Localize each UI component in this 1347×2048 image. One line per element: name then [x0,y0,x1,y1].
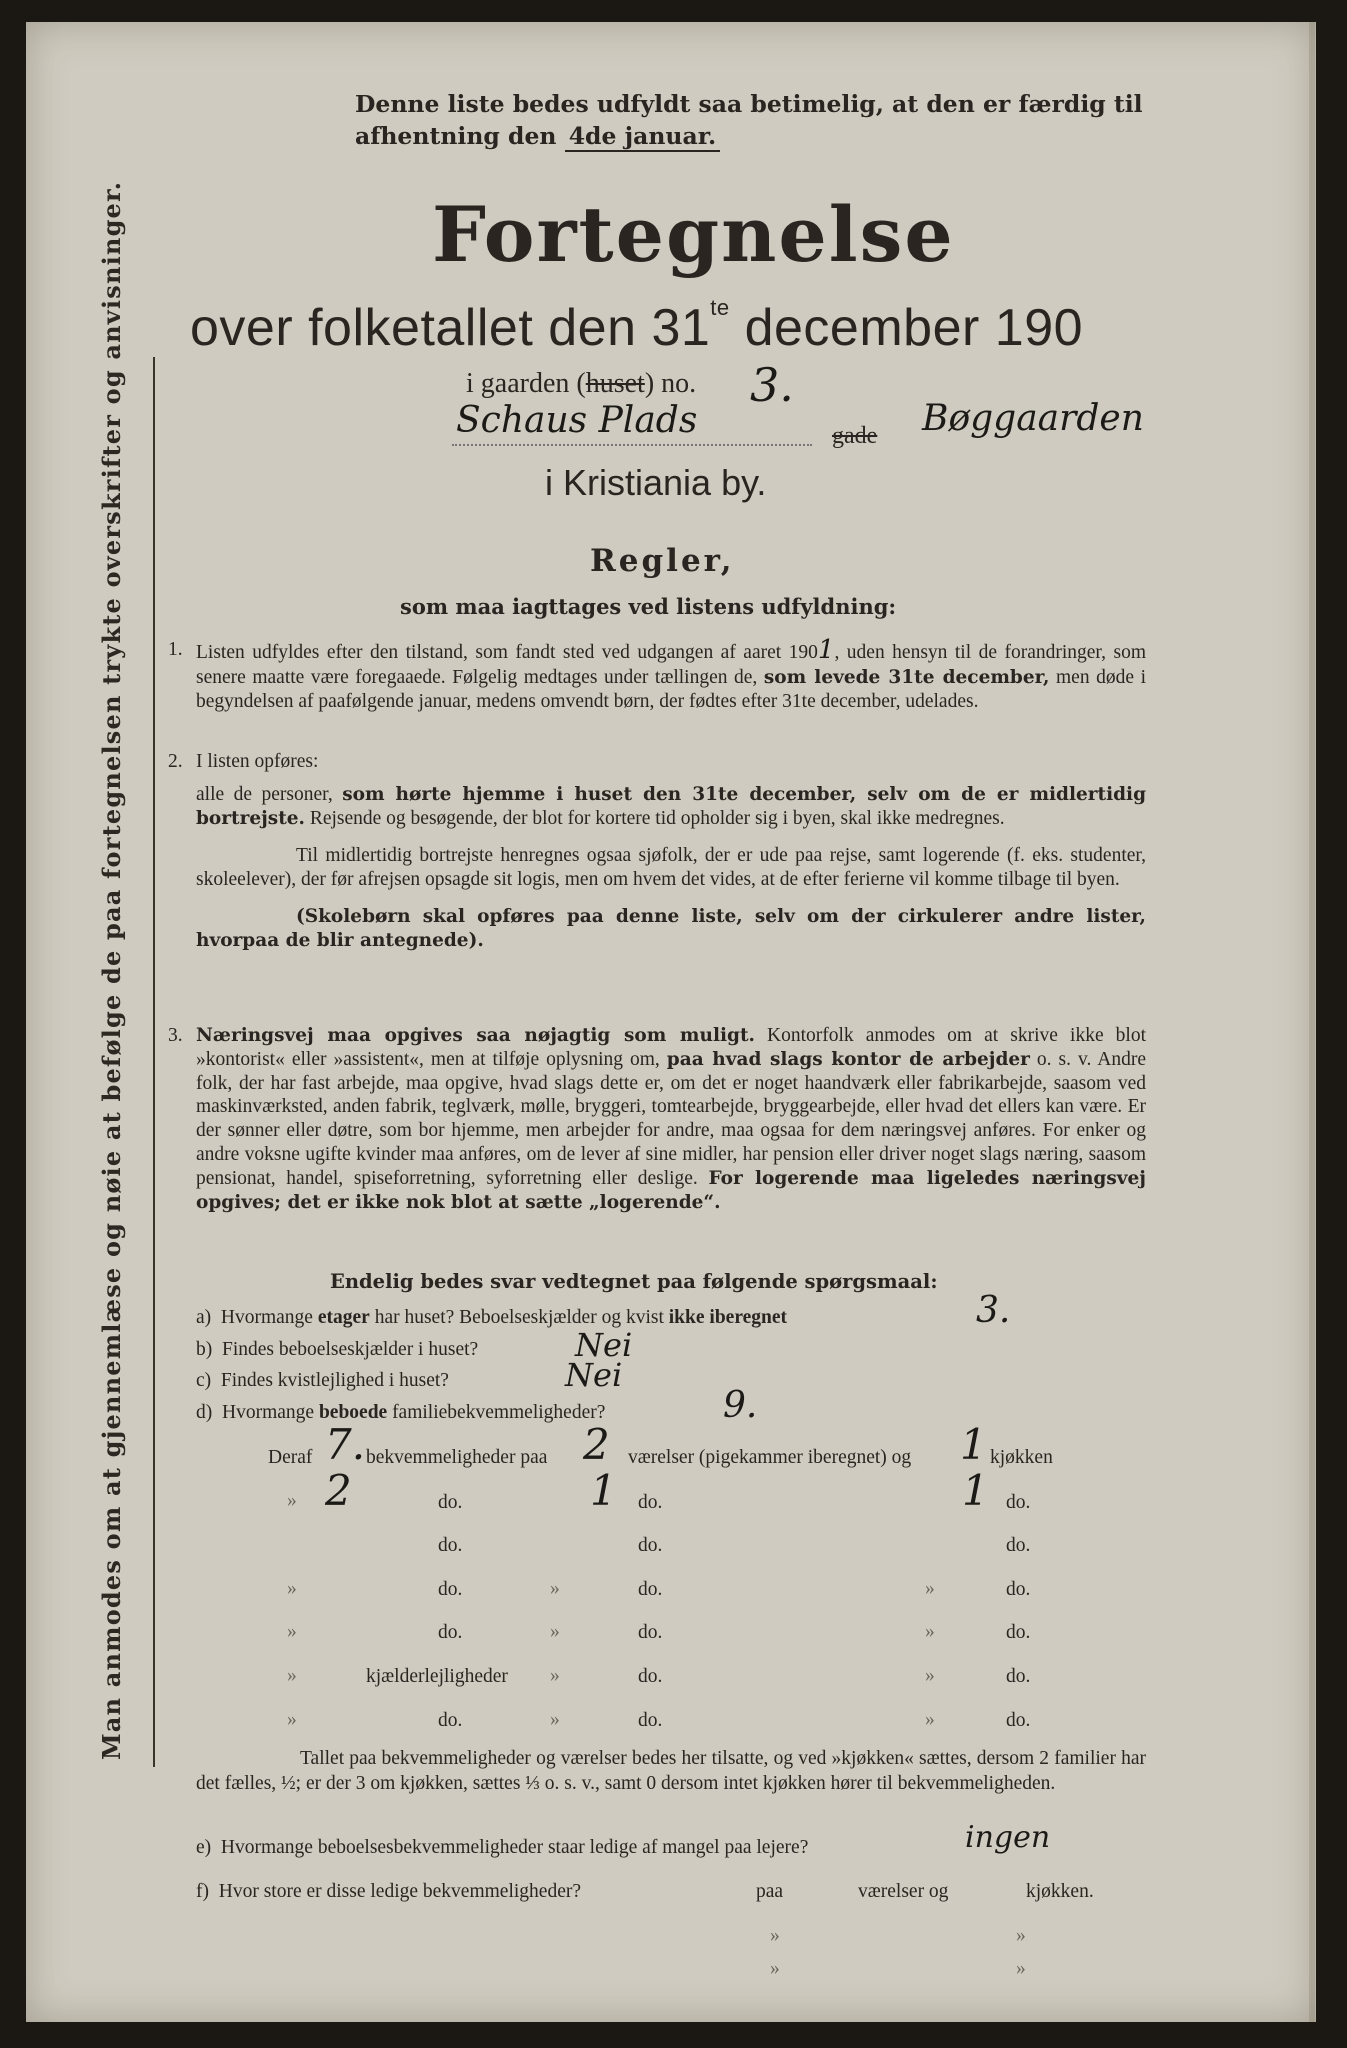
rule-1 [168,635,1146,715]
gaard-line [466,368,696,400]
notice-line1: Denne liste bedes udfyldt saa betimelig, at den er færdig til [355,90,1143,118]
question-a-mid: har huset? Beboelseskjælder og kvist [374,1307,664,1328]
rule-2-para1 [196,783,1146,832]
grid-row2-vaerelser: 1 [590,1466,617,1515]
grid-row7-mark1: » [287,1709,297,1730]
question-b [196,1339,478,1361]
grid-row5-mark2: » [550,1621,560,1642]
rule-2-para2: Til midlertidig bortrejste henregnes ogsaa sjøfolk, der er ude paa rejse, samt logerende (f. eks. studenter, skoleelever), der før afrejsen opsagde sit logis, men om hvem det vides, at de efter ferierne vil komme tilbage til byen. [196,844,1146,890]
grid-kjokken-label: kjøkken [990,1447,1053,1468]
grid-row4-mark3: » [925,1578,935,1599]
gade-handwriting: Bøggaarden [922,398,1144,439]
question-e-text: Hvormange beboelsesbekvemmeligheder staar ledige af mangel paa lejere? [220,1837,809,1858]
question-f-mark4: » [1016,1958,1026,1979]
question-c [196,1370,449,1392]
footnote [196,1747,1146,1796]
grid-row5-do3: do. [1006,1622,1031,1643]
question-a-bold2: ikke iberegnet [668,1307,788,1328]
grid-row1-count: 7. [325,1420,366,1469]
grid-row6-mark2: » [550,1665,560,1686]
grid-row4-do3: do. [1006,1579,1031,1600]
rule-3-bold3: For logerende maa ligeledes næringsvej opgives; det er ikke nok blot at sætte „logerende“. [196,1167,1146,1213]
question-f-vaerelser: værelser og [858,1881,949,1902]
rules-title: Regler, [590,543,735,579]
grid-row2-do1: do. [438,1492,463,1513]
rule-2-text-a: alle de personer, [196,783,333,805]
rule-2-intro: I listen opføres: [196,751,319,772]
grid-row5-mark3: » [925,1621,935,1642]
grid-row3-do1: do. [438,1535,463,1556]
subtitle-post: december 190 [729,299,1084,357]
question-f-mark1: » [770,1925,780,1946]
grid-row5-mark1: » [287,1621,297,1642]
grid-row6-do3: do. [1006,1666,1031,1687]
grid-row3-do3: do. [1006,1535,1031,1556]
page-title: Fortegnelse [432,190,955,279]
rule-1-text-c: men døde i begyndelsen af paafølgende januar, medens omvendt børn, der fødtes efter 31te december, udelades. [196,666,1146,712]
question-d-pre: Hvormange [222,1402,315,1423]
rule-3 [168,1024,1147,1214]
answer-d: 9. [723,1385,758,1426]
grid-row1-vaerelser: 2 [583,1420,610,1469]
grid-row4-mark1: » [287,1578,297,1599]
rule-3-text-b: o. s. v. Andre folk, der har fast arbejde, maa opgive, hvad slags dette er, om det er noget haandværk eller fabrikarbejde, saasom ved maskinværksted, anden fabrik, teglværk, mølle, bryggeri, tomtearbejde, bryggearbejde, eller hvad det ellers kan være. Er der sønner eller døtre, som bor hjemme, men arbejder for andre, maa ogsaa for dem næringsvej anføres. For enker og andre voksne ugifte kvinder maa anføres, om de lever af sine midler, har pension eller driver noget slags næring, saasom pensionat, handel, spiseforretning, syforretning eller deslige. [196,1048,1146,1189]
question-f [196,1881,581,1903]
grid-row7-mark3: » [925,1709,935,1730]
rule-3-bold1: Næringsvej maa opgives saa nøjagtig som muligt. [196,1025,755,1046]
rule-1-number: 1. [168,639,183,660]
rule-3-text-a: Kontorfolk anmodes om at skrive ikke blot »kontorist« eller »assistent«, men at tilføje oplysning om, [196,1025,1147,1070]
grid-deraf: Deraf [268,1447,313,1468]
rule-2-number: 2. [168,751,183,772]
question-d-bold: beboede [318,1402,388,1423]
grid-row7-do1: do. [438,1710,463,1731]
footnote-text: Tallet paa bekvemmeligheder og værelser bedes her tilsatte, og ved »kjøkken« sættes, dersom 2 familier har det fælles, ½; er der 3 om kjøkken, sættes ⅓ o. s. v., samt 0 dersom intet kjøkken hører til bekvemmeligheden. [196,1748,1146,1794]
rule-1-year: 1 [817,635,835,665]
rule-3-bold2: paa hvad slags kontor de arbejder [666,1048,1030,1070]
question-a-bold1: etager [317,1307,370,1328]
rule-1-bold: som levede 31te december, [763,666,1050,688]
answer-a: 3. [976,1290,1011,1331]
street-dotted-line [452,444,812,446]
answer-e: ingen [965,1820,1051,1855]
rules-subtitle: som maa iagttages ved listens udfyldning: [400,594,897,619]
rule-2 [168,750,1146,954]
question-b-label: b) [196,1339,213,1360]
gaard-label: i gaarden ( [466,368,586,399]
gaard-number: 3. [750,358,794,412]
question-e [196,1837,808,1859]
notice [355,88,1143,152]
city-line: i Kristiania by. [545,462,767,503]
grid-row6-mark1: » [287,1665,297,1686]
gaard-label-after: ) no. [644,368,697,399]
question-d-post: familiebekvemmeligheder? [392,1402,606,1423]
question-a-pre: Hvormange [220,1307,313,1328]
grid-bekv-label: bekvemmeligheder paa [366,1447,548,1468]
grid-row4-do2: do. [638,1579,663,1600]
side-rule [153,357,155,1767]
grid-row5-do2: do. [638,1622,663,1643]
grid-row2-do3: do. [1006,1492,1031,1513]
question-d-label: d) [196,1402,213,1423]
question-a [196,1307,787,1329]
rule-1-text-a: Listen udfyldes efter den tilstand, som fandt sted ved udgangen af aaret 190 [196,642,818,663]
grid-row4-mark2: » [550,1578,560,1599]
notice-date: 4de januar. [565,122,720,152]
page-fold [1309,22,1315,2022]
grid-row2-count: 2 [325,1466,352,1515]
question-f-mark3: » [770,1958,780,1979]
grid-row3-do2: do. [638,1535,663,1556]
rule-2-text-b: Rejsende og besøgende, der blot for kortere tid opholder sig i byen, skal ikke medregnes. [309,808,1005,829]
question-d [196,1402,605,1424]
rule-1-text-b: , uden hensyn til de forandringer, som senere maatte være foregaaede. Følgelig medtages under tællingen de, [196,642,1146,688]
question-f-text: Hvor store er disse ledige bekvemmeligheder? [218,1881,581,1902]
grid-row1-kjokken: 1 [960,1420,987,1469]
grid-row6-do2: do. [638,1666,663,1687]
page-subtitle [190,295,1083,358]
question-c-text: Findes kvistlejlighed i huset? [220,1370,449,1391]
rule-2-bold: som hørte hjemme i huset den 31te december, selv om de er midlertidig bortrejste. [196,783,1146,829]
question-f-label: f) [196,1881,209,1902]
question-c-label: c) [196,1370,212,1391]
gade-label: gade [832,423,878,449]
question-f-mark2: » [1016,1925,1026,1946]
grid-row5-do1: do. [438,1622,463,1643]
subtitle-pre: over folketallet den 31 [190,299,711,357]
street-handwriting: Schaus Plads [456,400,698,441]
answer-b: Nei [575,1326,633,1364]
grid-row7-do2: do. [638,1710,663,1731]
grid-row6-kjaelder: kjælderlejligheder [366,1666,508,1687]
grid-row2-kjokken: 1 [962,1466,989,1515]
subtitle-sup: te [710,295,730,320]
notice-line2-pre: afhentning den [355,122,557,150]
questions-heading: Endelig bedes svar vedtegnet paa følgende spørgsmaal: [330,1270,938,1293]
notice-line2 [355,120,1143,152]
grid-row7-do3: do. [1006,1710,1031,1731]
side-note: Man anmodes om at gjennemlæse og nøie at befølge de paa fortegnelsen trykte overskrifter og anvisninger. [97,180,126,1760]
grid-row2-do2: do. [638,1492,663,1513]
question-e-label: e) [196,1837,212,1858]
question-a-label: a) [196,1307,212,1328]
rule-3-number: 3. [168,1025,183,1046]
grid-row4-do1: do. [438,1579,463,1600]
question-f-kjokken: kjøkken. [1026,1881,1094,1902]
answer-c: Nei [565,1356,623,1394]
gaard-struck: huset [585,368,645,399]
grid-vaerelser-label: værelser (pigekammer iberegnet) og [628,1447,912,1468]
grid-row2-mark: » [287,1490,297,1511]
rule-2-para3: (Skolebørn skal opføres paa denne liste, selv om der cirkulerer andre lister, hvorpaa de blir antegnede). [196,905,1146,951]
question-f-paa: paa [756,1881,784,1902]
grid-row7-mark2: » [550,1709,560,1730]
question-b-text: Findes beboelseskjælder i huset? [222,1339,479,1360]
grid-row6-mark3: » [925,1665,935,1686]
